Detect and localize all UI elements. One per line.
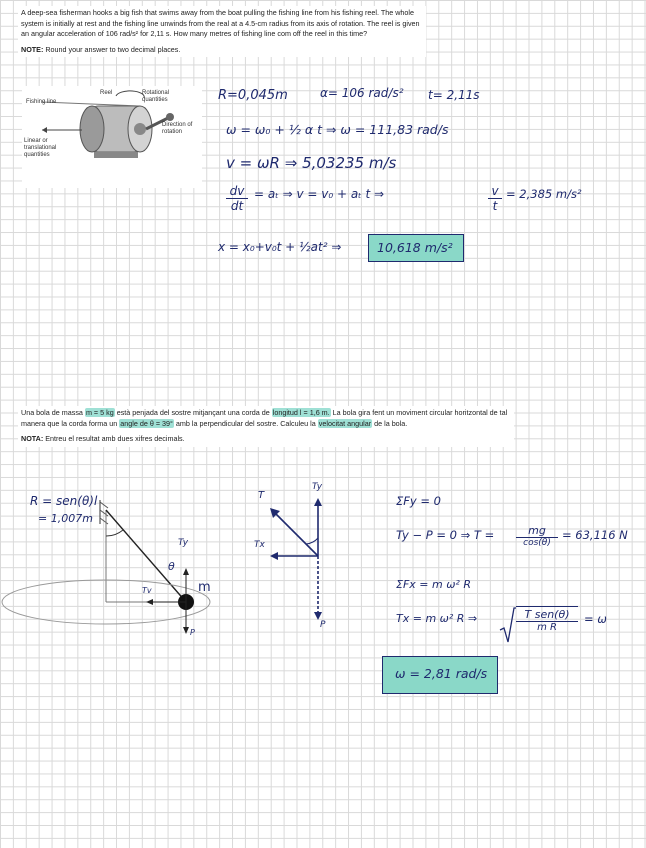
problem2-statement-block — [18, 406, 514, 447]
fbd-p-label: P — [320, 620, 326, 630]
work-line-given-t: t= 2,11s — [428, 88, 480, 102]
answer-problem2: ω = 2,81 rad/s — [395, 666, 488, 681]
free-body-diagram — [248, 482, 368, 636]
work-line-given-r: R=0,045m — [218, 88, 288, 103]
work-line-omega: ω = ω₀ + ½ α t ⇒ ω = 111,83 rad/s — [226, 122, 449, 137]
pendulum-ty-label: Ty — [178, 538, 189, 548]
eq-y-line: Ty − P = 0 ⇒ T = mg cos(θ) = 63,116 N — [396, 524, 628, 548]
label-reel: Reel — [100, 90, 113, 96]
sum-fx: ΣFx = m ω² R — [396, 578, 471, 591]
answer-problem1: 10,618 m/s² — [377, 240, 453, 255]
problem2-note: NOTA: Entreu el resultat amb dues xifres decimals. — [21, 434, 185, 443]
fbd-tx-label: Tx — [254, 540, 265, 550]
label-rotational: Rotational quantities — [142, 90, 170, 103]
answer-box-problem1 — [368, 234, 464, 262]
answer-box-problem2 — [382, 656, 498, 694]
problem1-statement: A deep-sea fisherman hooks a big fish that swims away from the boat pulling the fishing line from his fishing reel. The whole system is initially at rest and the fishing line unwinds from the real at a 4.5-cm radius from its axis of rotation. The reel is given an angular acceleration of 106 rad/s² for 2,11 s. How many metres of fishing line com off the reel in this time? — [21, 8, 420, 38]
sqrt-symbol — [500, 606, 516, 646]
fbd-t-label: T — [258, 490, 265, 501]
fbd-ty-label: Ty — [312, 482, 323, 492]
eq-x-line: Tx = m ω² R ⇒ T sen(θ) m R = ω — [396, 606, 636, 646]
pendulum-tv-label: Tv — [142, 586, 152, 595]
radius-line2: = 1,007m — [38, 512, 93, 525]
work-line-given-alpha: α= 106 rad/s² — [320, 86, 404, 100]
radius-line1: R = sen(θ)l — [30, 494, 98, 508]
problem1-statement-block — [18, 6, 426, 57]
sum-fy: ΣFy = 0 — [396, 494, 441, 508]
problem2-statement: Una bola de massa m = 5 kg està penjada del sostre mitjançant una corda de longitud l = 1,6 m. La bola gira fent un moviment circular horitzontal de tal manera que la corda forma un angle de θ = 39° amb la perpendicular del sostre. Calculeu la velocitat angular de la bola. — [21, 408, 508, 428]
work-line-position: x = x₀+v₀t + ½at² ⇒ — [218, 240, 342, 254]
label-fishing-line: Fishing line — [26, 99, 57, 105]
work-line-acceleration: $\frac{dv}{dt}$ = aₜ ⇒ v = v₀ + aₜ t ⇒ $\frac{v}{t}$ = 2,385 m/s² — [226, 184, 606, 224]
label-linear: Linear or translational quantities — [24, 138, 57, 158]
free-body-diagram-drawing — [248, 486, 368, 636]
pendulum-p-label: P — [190, 628, 195, 637]
problem1-note: NOTE: Round your answer to two decimal places. — [21, 44, 181, 54]
fishing-reel-figure — [22, 86, 202, 188]
label-direction: Direction of rotation — [162, 122, 193, 135]
pendulum-mass-label: m — [198, 580, 211, 595]
work-line-velocity: v = ωR ⇒ 5,03235 m/s — [226, 154, 397, 172]
pendulum-theta-label: θ — [168, 560, 175, 573]
